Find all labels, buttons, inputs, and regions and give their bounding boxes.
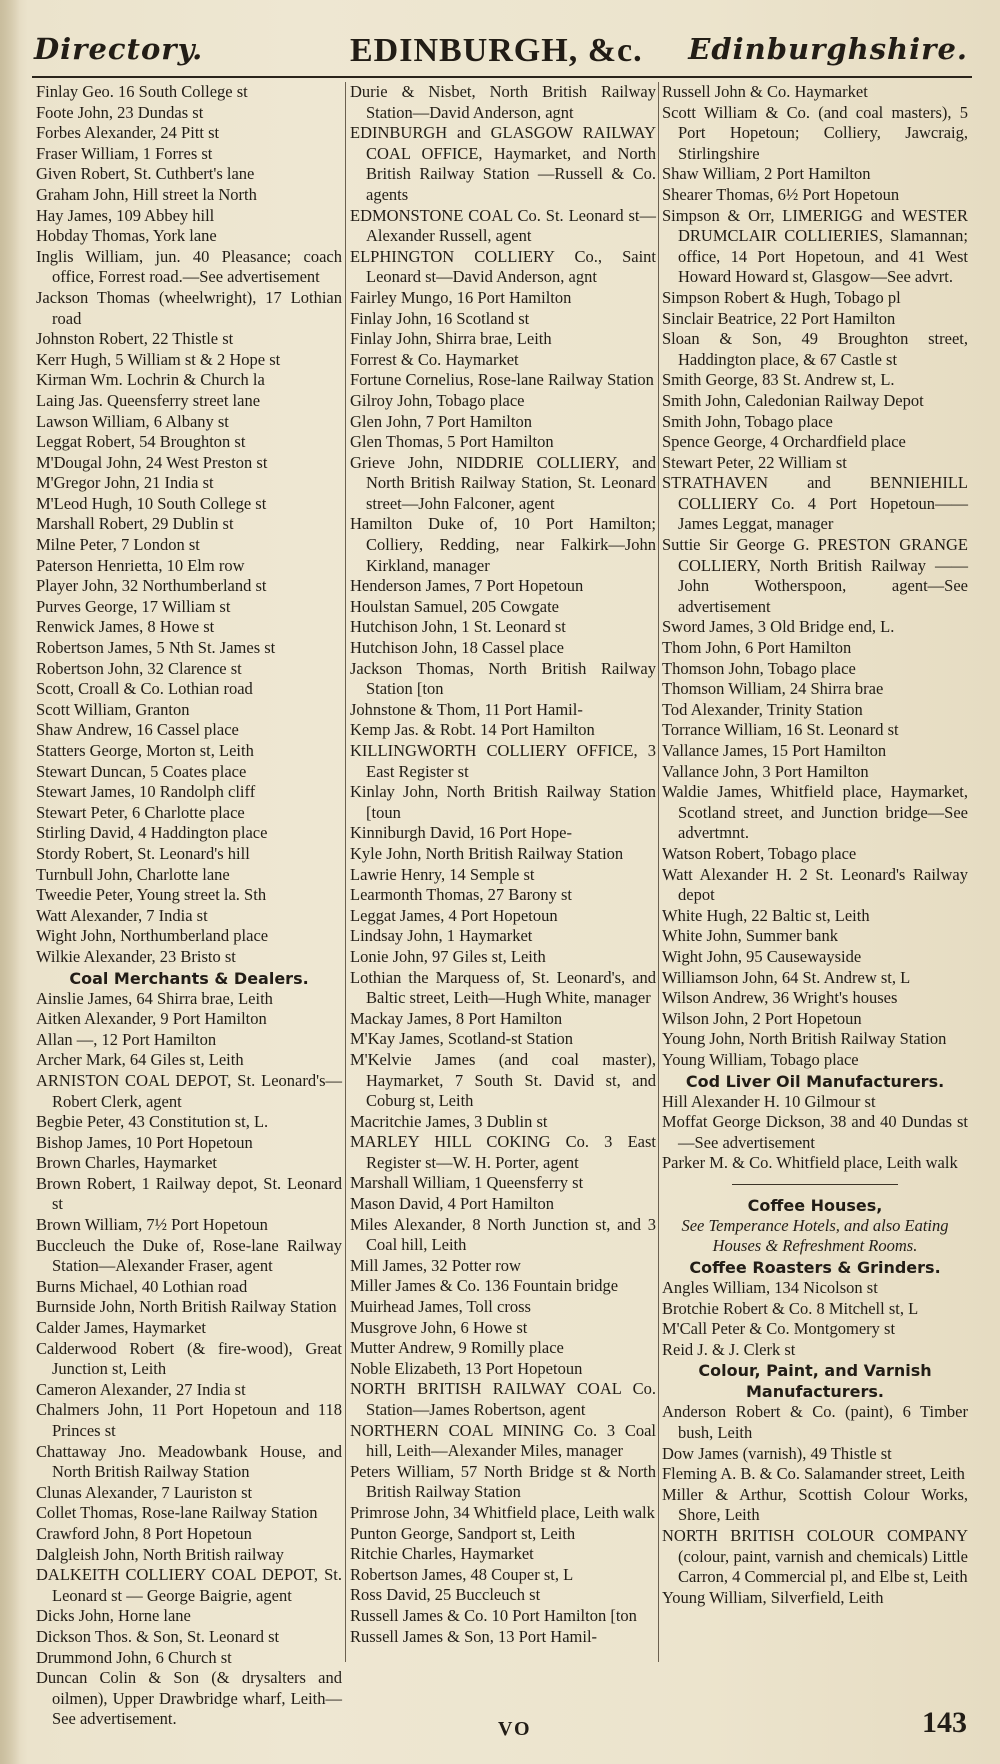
- directory-entry: Fairley Mungo, 16 Port Hamilton: [350, 287, 572, 307]
- directory-entry: Tweedie Peter, Young street la. Sth: [36, 885, 267, 905]
- directory-entry: Brown Charles, Haymarket: [36, 1153, 217, 1173]
- directory-entry: Buccleuch the Duke of, Rose-lane Railway Station—Alexander Fraser, agent: [36, 1235, 342, 1276]
- directory-entry: MARLEY HILL COKING Co. 3 East Register st—W. H. Porter, agent: [350, 1132, 656, 1172]
- directory-entry: Young John, North British Railway Station: [662, 1029, 947, 1049]
- directory-entry: KILLINGWORTH COLLIERY OFFICE, 3 East Register st: [350, 741, 656, 781]
- directory-entry: Shaw Andrew, 16 Cassel place: [36, 720, 239, 740]
- directory-entry: Reid J. & J. Clerk st: [662, 1339, 796, 1359]
- directory-entry: Angles William, 134 Nicolson st: [662, 1278, 878, 1298]
- directory-entry: Player John, 32 Northumberland st: [36, 576, 267, 596]
- directory-entry: Finlay John, 16 Scotland st: [350, 308, 530, 328]
- directory-entry: Allan —, 12 Port Hamilton: [36, 1029, 217, 1049]
- directory-entry: Stewart Duncan, 5 Coates place: [36, 761, 247, 781]
- directory-entry: Marshall William, 1 Queensferry st: [350, 1173, 584, 1193]
- directory-entry: ARNISTON COAL DEPOT, St. Leonard's—Robert Clerk, agent: [36, 1070, 342, 1111]
- directory-entry: Kirman Wm. Lochrin & Church la: [36, 370, 265, 390]
- directory-entry: Jackson Thomas (wheelwright), 17 Lothian road: [36, 287, 342, 328]
- directory-entry: Inglis William, jun. 40 Pleasance; coach office, Forrest road.—See advertisement: [36, 246, 342, 287]
- directory-entry: M'Kay James, Scotland-st Station: [350, 1029, 573, 1049]
- directory-entry: Lonie John, 97 Giles st, Leith: [350, 946, 546, 966]
- directory-entry: Primrose John, 34 Whitfield place, Leith walk: [350, 1502, 655, 1522]
- directory-entry: STRATHAVEN and BENNIEHILL COLLIERY Co. 4 Port Hopetoun—— James Leggat, manager: [662, 473, 968, 534]
- directory-entry: Stordy Robert, St. Leonard's hill: [36, 843, 250, 863]
- directory-entry: Young William, Silverfield, Leith: [662, 1587, 884, 1607]
- directory-entry: Mill James, 32 Potter row: [350, 1255, 521, 1275]
- directory-entry: Smith John, Tobago place: [662, 411, 833, 431]
- section-heading: Coffee Roasters & Grinders.: [689, 1258, 941, 1278]
- directory-entry: Thomson William, 24 Shirra brae: [662, 679, 884, 699]
- directory-entry: Dow James (varnish), 49 Thistle st: [662, 1443, 892, 1463]
- directory-entry: Noble Elizabeth, 13 Port Hopetoun: [350, 1358, 583, 1378]
- directory-entry: Calderwood Robert (& fire-wood), Great Junction st, Leith: [36, 1338, 342, 1379]
- directory-entry: Begbie Peter, 43 Constitution st, L.: [36, 1112, 269, 1132]
- directory-entry: Jackson Thomas, North British Railway Station [ton: [350, 658, 656, 699]
- directory-entry: Russell James & Son, 13 Port Hamil-: [350, 1626, 598, 1646]
- directory-entry: Learmonth Thomas, 27 Barony st: [350, 885, 572, 905]
- directory-entry: Scott, Croall & Co. Lothian road: [36, 679, 253, 699]
- directory-entry: Dickson Thos. & Son, St. Leonard st: [36, 1626, 280, 1646]
- directory-entry: White John, Summer bank: [662, 926, 838, 946]
- directory-entry: Parker M. & Co. Whitfield place, Leith walk: [662, 1153, 958, 1173]
- directory-entry: Hamilton Duke of, 10 Port Hamilton; Colliery, Redding, near Falkirk—John Kirkland, manager: [350, 514, 656, 575]
- directory-entry: Smith George, 83 St. Andrew st, L.: [662, 370, 895, 390]
- directory-entry: Purves George, 17 William st: [36, 596, 231, 616]
- directory-entry: Ross David, 25 Buccleuch st: [350, 1585, 541, 1605]
- directory-entry: Waldie James, Whitfield place, Haymarket, Scotland street, and Junction bridge—See advertmnt.: [662, 782, 968, 843]
- directory-entry: Durie & Nisbet, North British Railway Station—David Anderson, agnt: [350, 82, 656, 122]
- section-heading: Coal Merchants & Dealers.: [69, 968, 309, 988]
- directory-entry: Duncan Colin & Son (& drysalters and oilmen), Upper Drawbridge wharf, Leith—See advertisement.: [36, 1668, 342, 1729]
- directory-entry: Robertson John, 32 Clarence st: [36, 658, 242, 678]
- directory-entry: Punton George, Sandport st, Leith: [350, 1523, 576, 1543]
- directory-entry: Burns Michael, 40 Lothian road: [36, 1276, 248, 1296]
- directory-entry: M'Gregor John, 21 India st: [36, 473, 214, 493]
- directory-entry: Johnston Robert, 22 Thistle st: [36, 329, 234, 349]
- directory-entry: Macritchie James, 3 Dublin st: [350, 1111, 548, 1131]
- directory-entry: Vallance James, 15 Port Hamilton: [662, 741, 887, 760]
- directory-entry: Chalmers John, 11 Port Hopetoun and 118 Princes st: [36, 1400, 342, 1440]
- directory-entry: NORTH BRITISH RAILWAY COAL Co. Station—James Robertson, agent: [350, 1379, 656, 1419]
- directory-entry: Thom John, 6 Port Hamilton: [662, 638, 852, 658]
- directory-entry: Laing Jas. Queensferry street lane: [36, 390, 261, 410]
- directory-entry: Collet Thomas, Rose-lane Railway Station: [36, 1503, 318, 1523]
- directory-entry: M'Dougal John, 24 West Preston st: [36, 452, 268, 472]
- directory-entry: Kyle John, North British Railway Station: [350, 843, 624, 863]
- directory-entry: Leggat Robert, 54 Broughton st: [36, 432, 246, 452]
- directory-entry: Fleming A. B. & Co. Salamander street, Leith: [662, 1464, 965, 1484]
- directory-entry: M'Call Peter & Co. Montgomery st: [662, 1319, 896, 1339]
- directory-entry: Torrance William, 16 St. Leonard st: [662, 720, 899, 740]
- directory-entry: Sloan & Son, 49 Broughton street, Haddington place, & 67 Castle st: [662, 329, 968, 369]
- directory-entry: Brown Robert, 1 Railway depot, St. Leonard st: [36, 1173, 342, 1214]
- directory-entry: Scott William, Granton: [36, 699, 190, 719]
- directory-entry: Sword James, 3 Old Bridge end, L.: [662, 617, 895, 637]
- directory-entry: Peters William, 57 North Bridge st & North British Railway Station: [350, 1461, 656, 1502]
- directory-entry: Russell John & Co. Haymarket: [662, 82, 868, 101]
- directory-entry: Kinlay John, North British Railway Station [toun: [350, 782, 656, 822]
- section-heading: Colour, Paint, and Varnish Manufacturers.: [698, 1361, 932, 1402]
- directory-entry: Milne Peter, 7 London st: [36, 535, 200, 555]
- directory-entry: Hutchison John, 1 St. Leonard st: [350, 617, 566, 637]
- directory-entry: Renwick James, 8 Howe st: [36, 617, 215, 637]
- directory-entry: Simpson & Orr, LIMERIGG and WESTER DRUMCLAIR COLLIERIES, Slamannan; office, 14 Port Hopetoun, and 41 West Howard Howard st, Glasgow—See advrt.: [662, 205, 968, 287]
- directory-entry: Bishop James, 10 Port Hopetoun: [36, 1132, 253, 1152]
- directory-entry: Lawrie Henry, 14 Semple st: [350, 864, 535, 884]
- directory-entry: Vallance John, 3 Port Hamilton: [662, 761, 869, 781]
- running-head-center: EDINBURGH, &c.: [350, 32, 643, 69]
- directory-entry: Gilroy John, Tobago place: [350, 390, 525, 410]
- directory-entry: Aitken Alexander, 9 Port Hamilton: [36, 1009, 267, 1029]
- directory-entry: Anderson Robert & Co. (paint), 6 Timber bush, Leith: [662, 1402, 968, 1443]
- directory-entry: Wilkie Alexander, 23 Bristo st: [36, 946, 236, 966]
- directory-entry: Archer Mark, 64 Giles st, Leith: [36, 1050, 244, 1070]
- directory-entry: Muirhead James, Toll cross: [350, 1297, 531, 1317]
- directory-entry: Fortune Cornelius, Rose-lane Railway Station: [350, 370, 654, 390]
- directory-entry: Lothian the Marquess of, St. Leonard's, and Baltic street, Leith—Hugh White, manager: [350, 967, 656, 1008]
- directory-entry: Young William, Tobago place: [662, 1049, 859, 1069]
- directory-entry: M'Leod Hugh, 10 South College st: [36, 493, 267, 513]
- directory-entry: Crawford John, 8 Port Hopetoun: [36, 1523, 252, 1543]
- section-rule: [732, 1184, 898, 1185]
- directory-entry: Shearer Thomas, 6½ Port Hopetoun: [662, 184, 900, 204]
- directory-entry: Thomson John, Tobago place: [662, 658, 856, 678]
- directory-entry: Drummond John, 6 Church st: [36, 1647, 232, 1667]
- directory-entry: Grieve John, NIDDRIE COLLIERY, and North British Railway Station, St. Leonard street—John Falconer, agent: [350, 452, 656, 513]
- directory-entry: Smith John, Caledonian Railway Depot: [662, 390, 924, 410]
- directory-entry: Finlay Geo. 16 South College st: [36, 82, 248, 101]
- directory-entry: Hay James, 109 Abbey hill: [36, 205, 215, 225]
- directory-entry: Stewart Peter, 6 Charlotte place: [36, 802, 245, 822]
- running-head-left: Directory.: [34, 32, 204, 66]
- directory-column-3: [662, 82, 968, 1682]
- directory-entry: Mason David, 4 Port Hamilton: [350, 1194, 554, 1214]
- directory-entry: Stewart James, 10 Randolph cliff: [36, 782, 256, 802]
- directory-entry: Brotchie Robert & Co. 8 Mitchell st, L: [662, 1298, 919, 1318]
- directory-entry: Robertson James, 48 Couper st, L: [350, 1564, 574, 1584]
- directory-entry: Kemp Jas. & Robt. 14 Port Hamilton: [350, 720, 595, 740]
- page-header: [32, 28, 972, 78]
- directory-entry: Suttie Sir George G. PRESTON GRANGE COLLIERY, North British Railway —— John Wotherspoon, agent—See advertisement: [662, 535, 968, 616]
- page-gutter-shadow: [0, 0, 20, 1764]
- directory-entry: Glen John, 7 Port Hamilton: [350, 411, 532, 431]
- directory-entry: Hutchison John, 18 Cassel place: [350, 638, 565, 658]
- directory-entry: Statters George, Morton st, Leith: [36, 741, 254, 760]
- directory-entry: Turnbull John, Charlotte lane: [36, 864, 230, 884]
- directory-entry: Burnside John, North British Railway Station: [36, 1297, 337, 1317]
- directory-entry: Mackay James, 8 Port Hamilton: [350, 1008, 563, 1028]
- section-heading: Cod Liver Oil Manufacturers.: [685, 1071, 945, 1091]
- column-divider: [345, 82, 346, 1662]
- directory-entry: NORTH BRITISH COLOUR COMPANY (colour, paint, varnish and chemicals) Little Carron, 4 Commercial pl, and Elbe st, Leith: [662, 1526, 968, 1587]
- directory-entry: Dalgleish John, North British railway: [36, 1544, 284, 1564]
- section-heading: Coffee Houses,: [747, 1195, 883, 1215]
- cross-reference-note: See Temperance Hotels, and also Eating Houses & Refreshment Rooms.: [681, 1215, 949, 1256]
- directory-entry: Graham John, Hill street la North: [36, 184, 257, 204]
- directory-entry: Leggat James, 4 Port Hopetoun: [350, 905, 558, 925]
- directory-entry: Moffat George Dickson, 38 and 40 Dundas st—See advertisement: [662, 1112, 968, 1152]
- page-number: 143: [922, 1706, 967, 1739]
- directory-entry: Houlstan Samuel, 205 Cowgate: [350, 596, 559, 616]
- directory-entry: Sinclair Beatrice, 22 Port Hamilton: [662, 308, 896, 328]
- directory-entry: Scott William & Co. (and coal masters), 5 Port Hopetoun; Colliery, Jawcraig, Stirlingshire: [662, 102, 968, 163]
- directory-entry: Musgrove John, 6 Howe st: [350, 1317, 528, 1337]
- directory-entry: Miller James & Co. 136 Fountain bridge: [350, 1276, 619, 1296]
- directory-entry: Lindsay John, 1 Haymarket: [350, 926, 533, 946]
- directory-entry: Dicks John, Horne lane: [36, 1606, 191, 1626]
- directory-entry: Brown William, 7½ Port Hopetoun: [36, 1215, 268, 1235]
- running-head-right: Edinburghshire.: [688, 32, 968, 66]
- directory-entry: Miles Alexander, 8 North Junction st, and 3 Coal hill, Leith: [350, 1214, 656, 1255]
- directory-entry: Calder James, Haymarket: [36, 1318, 206, 1338]
- directory-entry: Johnstone & Thom, 11 Port Hamil-: [350, 699, 583, 719]
- directory-entry: Cameron Alexander, 27 India st: [36, 1379, 246, 1399]
- directory-entry: Forbes Alexander, 24 Pitt st: [36, 123, 220, 143]
- directory-entry: Foote John, 23 Dundas st: [36, 102, 204, 122]
- directory-entry: Robertson James, 5 Nth St. James st: [36, 638, 276, 658]
- directory-entry: ELPHINGTON COLLIERY Co., Saint Leonard st—David Anderson, agnt: [350, 246, 656, 287]
- directory-entry: Kerr Hugh, 5 William st & 2 Hope st: [36, 349, 281, 369]
- directory-entry: Ainslie James, 64 Shirra brae, Leith: [36, 988, 273, 1008]
- directory-entry: DALKEITH COLLIERY COAL DEPOT, St. Leonard st — George Baigrie, agent: [36, 1565, 342, 1605]
- directory-entry: Lawson William, 6 Albany st: [36, 411, 229, 431]
- directory-entry: Spence George, 4 Orchardfield place: [662, 432, 906, 452]
- directory-entry: Shaw William, 2 Port Hamilton: [662, 164, 871, 184]
- directory-entry: Watson Robert, Tobago place: [662, 843, 857, 863]
- directory-entry: Given Robert, St. Cuthbert's lane: [36, 164, 255, 184]
- directory-entry: Forrest & Co. Haymarket: [350, 349, 519, 369]
- directory-entry: Wight John, Northumberland place: [36, 926, 269, 946]
- directory-entry: EDINBURGH and GLASGOW RAILWAY COAL OFFICE, Haymarket, and North British Railway Station —Russell & Co. agents: [350, 123, 656, 204]
- directory-entry: Henderson James, 7 Port Hopetoun: [350, 576, 584, 596]
- directory-entry: Fraser William, 1 Forres st: [36, 143, 213, 163]
- directory-entry: Tod Alexander, Trinity Station: [662, 699, 863, 719]
- directory-entry: Wight John, 95 Causewayside: [662, 946, 862, 966]
- directory-entry: Ritchie Charles, Haymarket: [350, 1544, 534, 1564]
- directory-entry: Simpson Robert & Hugh, Tobago pl: [662, 287, 901, 307]
- directory-entry: Wilson John, 2 Port Hopetoun: [662, 1008, 862, 1028]
- directory-entry: Hill Alexander H. 10 Gilmour st: [662, 1091, 876, 1111]
- directory-entry: Clunas Alexander, 7 Lauriston st: [36, 1482, 253, 1502]
- directory-entry: Glen Thomas, 5 Port Hamilton: [350, 432, 554, 452]
- directory-entry: Watt Alexander H. 2 St. Leonard's Railway depot: [662, 864, 968, 905]
- directory-entry: Russell James & Co. 10 Port Hamilton [ton: [350, 1605, 637, 1625]
- directory-entry: Marshall Robert, 29 Dublin st: [36, 514, 234, 534]
- directory-column-2: [350, 82, 656, 1682]
- directory-entry: NORTHERN COAL MINING Co. 3 Coal hill, Leith—Alexander Miles, manager: [350, 1420, 656, 1461]
- directory-entry: Paterson Henrietta, 10 Elm row: [36, 555, 245, 575]
- directory-entry: Williamson John, 64 St. Andrew st, L: [662, 967, 911, 987]
- directory-entry: Stewart Peter, 22 William st: [662, 452, 847, 472]
- directory-entry: Hobday Thomas, York lane: [36, 226, 217, 246]
- directory-entry: Kinniburgh David, 16 Port Hope-: [350, 823, 572, 843]
- directory-entry: EDMONSTONE COAL Co. St. Leonard st—Alexander Russell, agent: [350, 205, 656, 246]
- column-divider: [658, 82, 659, 1662]
- directory-entry: Mutter Andrew, 9 Romilly place: [350, 1338, 564, 1358]
- directory-entry: Wilson Andrew, 36 Wright's houses: [662, 988, 898, 1008]
- directory-entry: Chattaway Jno. Meadowbank House, and North British Railway Station: [36, 1441, 342, 1482]
- directory-entry: Finlay John, Shirra brae, Leith: [350, 329, 552, 349]
- directory-entry: M'Kelvie James (and coal master), Haymarket, 7 South St. David st, and Coburg st, Leith: [350, 1049, 656, 1111]
- directory-entry: Stirling David, 4 Haddington place: [36, 823, 268, 843]
- directory-column-1: [36, 82, 342, 1729]
- directory-entry: Miller & Arthur, Scottish Colour Works, Shore, Leith: [662, 1484, 968, 1525]
- printer-signature-mark: VO: [498, 1718, 532, 1740]
- directory-entry: Watt Alexander, 7 India st: [36, 905, 208, 925]
- directory-entry: White Hugh, 22 Baltic st, Leith: [662, 905, 870, 925]
